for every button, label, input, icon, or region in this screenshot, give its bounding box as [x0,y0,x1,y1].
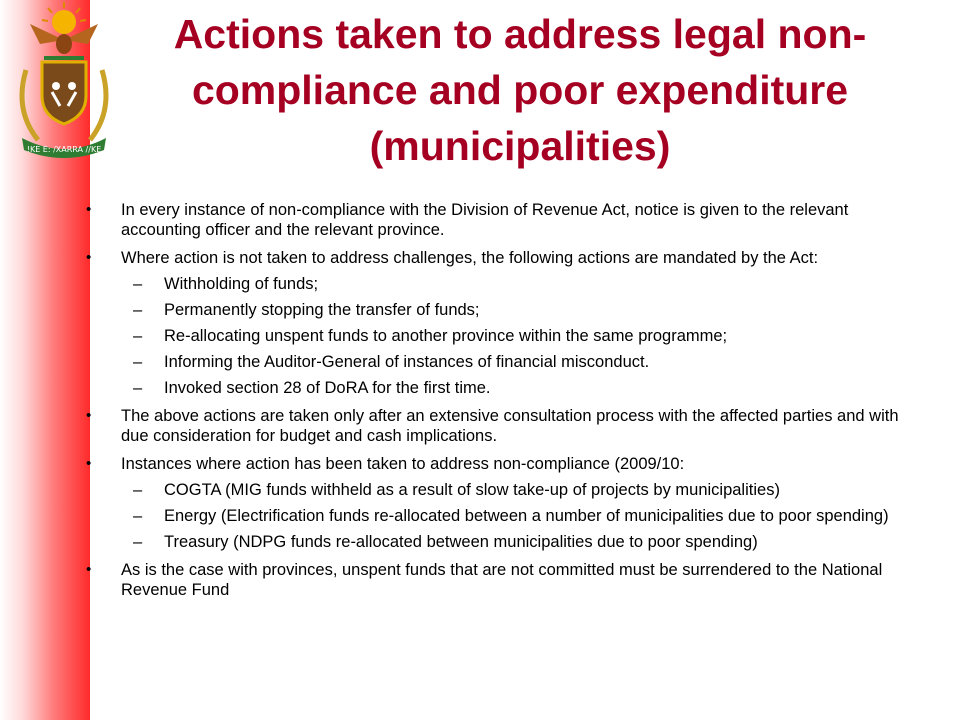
sub-bullet-item: – Invoked section 28 of DoRA for the first time. [121,378,926,398]
bullet-text: Where action is not taken to address challenges, the following actions are mandated by the Act: [121,249,819,267]
bullet-item [86,560,926,600]
bullet-text: Instances where action has been taken to address non-compliance (2009/10: [121,455,685,473]
bullet-text: As is the case with provinces, unspent funds that are not committed must be surrendered to the National Revenue Fund [121,561,883,599]
bullet-text: The above actions are taken only after an extensive consultation process with the affected parties and with due consideration for budget and cash implications. [121,407,899,445]
coat-of-arms-motto: !KE E: /XARRA //KE [26,145,102,154]
sub-bullet-item: – Withholding of funds; [121,274,926,294]
title-line: (municipalities) [369,123,671,169]
title-line: compliance and poor expenditure [191,67,849,113]
sub-bullet-item: – Re-allocating unspent funds to another province within the same programme; [121,326,926,346]
bullet-text: In every instance of non-compliance with the Division of Revenue Act, notice is given to the relevant accounting officer and the relevant province. [121,201,849,239]
sub-bullet-item: – Permanently stopping the transfer of funds; [121,300,926,320]
bullet-item [86,454,926,552]
sub-bullet-item: – COGTA (MIG funds withheld as a result of slow take-up of projects by municipalities) [121,480,926,500]
sub-bullet-item: – Treasury (NDPG funds re-allocated between municipalities due to poor spending) [121,532,926,552]
bullet-list [86,200,926,608]
bullet-item [86,406,926,446]
sub-bullet-item: – Informing the Auditor-General of instances of financial misconduct. [121,352,926,372]
bullet-item [86,248,926,398]
sub-bullet-list [121,274,926,398]
sub-bullet-item: – Energy (Electrification funds re-allocated between a number of municipalities due to poor spending) [121,506,926,526]
bullet-item [86,200,926,240]
title-line: Actions taken to address legal non- [173,11,867,57]
sub-bullet-list [121,480,926,552]
slide-title [100,6,940,174]
